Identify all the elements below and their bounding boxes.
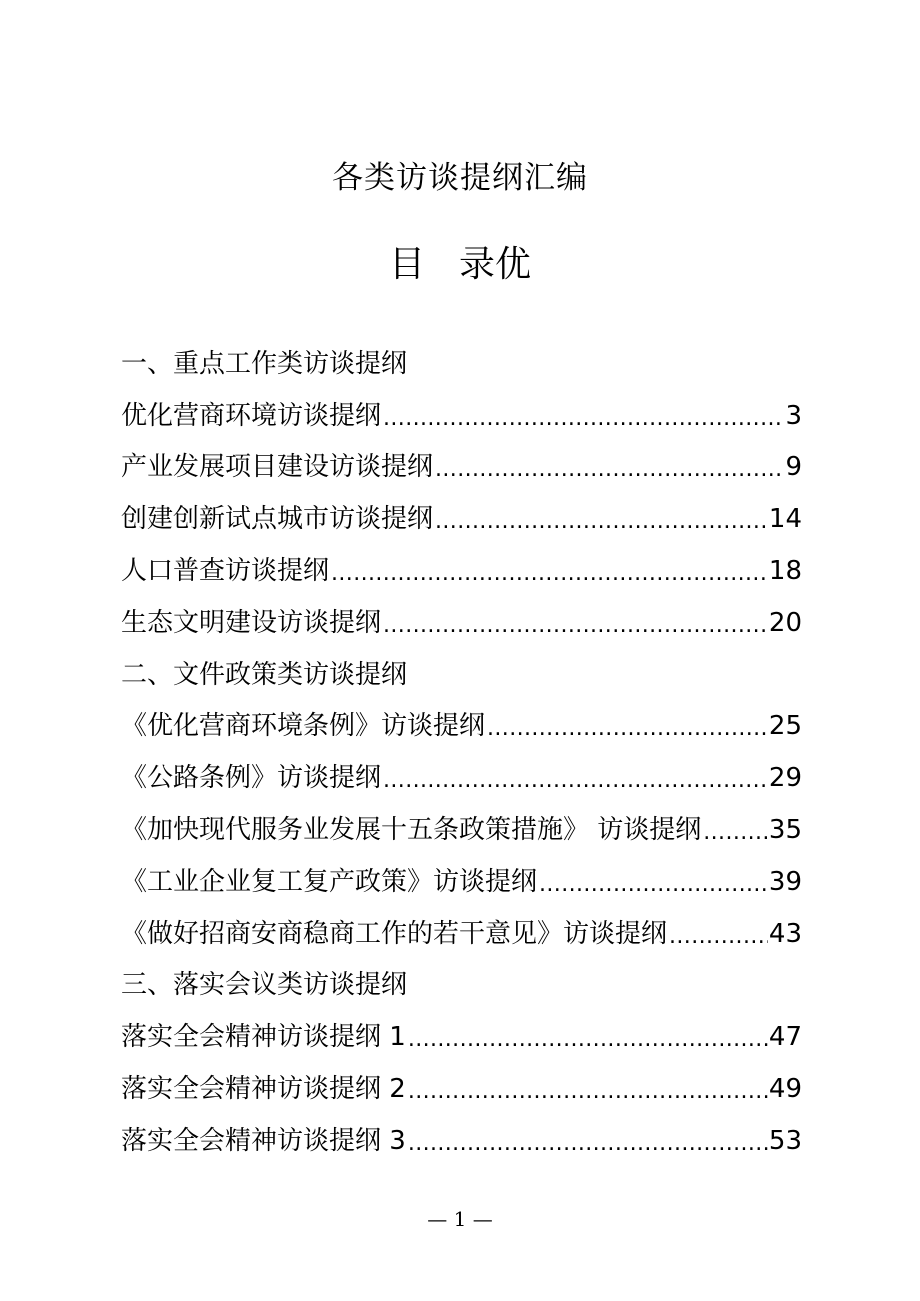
toc-dot-leader [408,1071,768,1107]
toc-entry-label: 落实全会精神访谈提纲 1 [121,1022,406,1053]
toc-entry-label: 《优化营商环境条例》访谈提纲 [121,711,486,742]
toc-dot-leader [331,553,768,589]
toc-entry-label: 产业发展项目建设访谈提纲 [121,452,434,483]
toc-page-number: 9 [785,452,802,483]
toc-page-number: 25 [768,711,802,742]
toc-page-number: 14 [768,504,802,535]
toc-entry[interactable] [121,597,802,649]
table-of-contents [121,338,802,1167]
toc-entry-label: 落实全会精神访谈提纲 3 [121,1125,406,1156]
toc-page-number: 49 [768,1074,802,1105]
toc-entry-label: 创建创新试点城市访谈提纲 [121,504,434,535]
toc-entry[interactable] [121,1011,802,1063]
toc-entry-label: 《加快现代服务业发展十五条政策措施》 访谈提纲 [121,815,702,846]
toc-entry[interactable] [121,908,802,960]
toc-entry[interactable] [121,1115,802,1167]
toc-entry[interactable] [121,493,802,545]
toc-section-label: 二、文件政策类访谈提纲 [121,659,408,690]
toc-entry[interactable] [121,804,802,856]
toc-dot-leader [435,501,768,537]
toc-entry[interactable] [121,701,802,753]
toc-page-number: 35 [768,815,802,846]
toc-dot-leader [383,760,768,796]
toc-dot-leader [539,864,768,900]
toc-dot-leader [435,449,784,485]
toc-heading [0,240,920,290]
toc-page-number: 20 [768,607,802,638]
toc-dot-leader [383,398,784,434]
toc-entry[interactable] [121,545,802,597]
toc-entry[interactable] [121,1063,802,1115]
toc-section-label: 一、重点工作类访谈提纲 [121,348,408,379]
toc-entry-label: 生态文明建设访谈提纲 [121,607,382,638]
toc-entry-label: 《做好招商安商稳商工作的若干意见》访谈提纲 [121,918,668,949]
toc-dot-leader [487,708,768,744]
toc-section-label: 三、落实会议类访谈提纲 [121,970,408,1001]
toc-entry-label: 人口普查访谈提纲 [121,556,330,587]
toc-dot-leader [408,1019,768,1055]
toc-page-number: 47 [768,1022,802,1053]
toc-dot-leader [383,605,768,641]
toc-section-heading [121,649,802,701]
toc-section-heading [121,338,802,390]
toc-entry[interactable] [121,752,802,804]
toc-section-heading [121,960,802,1012]
toc-entry[interactable] [121,442,802,494]
toc-dot-leader [669,916,768,952]
document-title: 各类访谈提纲汇编 [332,160,588,196]
toc-entry[interactable] [121,856,802,908]
page-number-footer: — 1 — [427,1207,493,1231]
toc-heading-part-2: 录优 [459,244,532,285]
toc-entry-label: 《公路条例》访谈提纲 [121,763,382,794]
toc-page-number: 3 [785,400,802,431]
toc-entry-label: 落实全会精神访谈提纲 2 [121,1074,406,1105]
toc-entry[interactable] [121,390,802,442]
toc-entry-label: 《工业企业复工复产政策》访谈提纲 [121,866,538,897]
toc-page-number: 29 [768,763,802,794]
toc-dot-leader [408,1123,768,1159]
toc-dot-leader [703,812,768,848]
toc-heading-part-1: 目 [388,244,425,285]
toc-page-number: 43 [768,918,802,949]
toc-page-number: 18 [768,556,802,587]
toc-entry-label: 优化营商环境访谈提纲 [121,400,382,431]
toc-page-number: 39 [768,866,802,897]
toc-page-number: 53 [768,1125,802,1156]
